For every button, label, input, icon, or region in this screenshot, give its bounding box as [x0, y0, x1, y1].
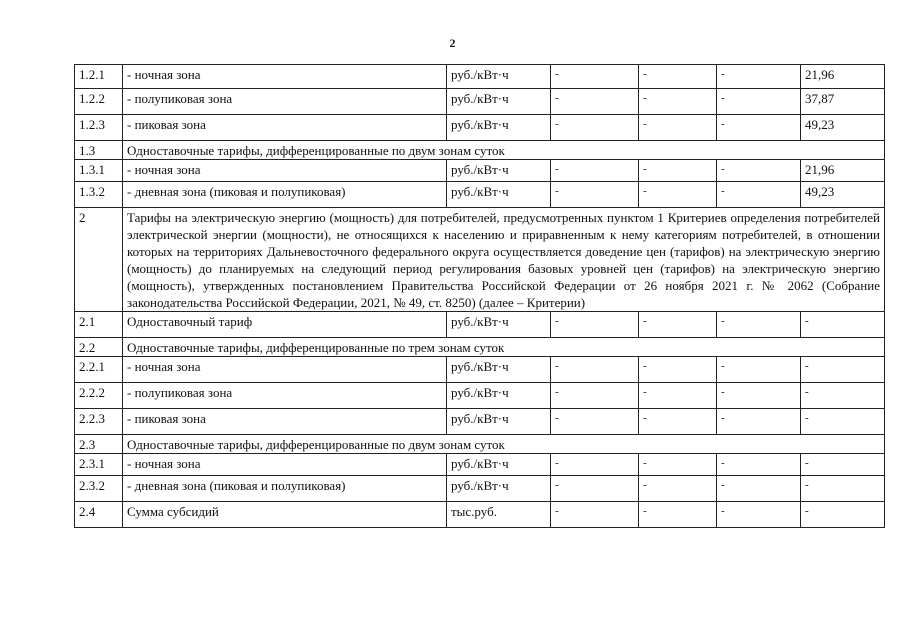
value-cell: - — [551, 182, 639, 208]
section-title: Одноставочные тарифы, дифференцированные по двум зонам суток — [123, 435, 885, 454]
value-cell: - — [639, 476, 717, 502]
value-cell: - — [639, 357, 717, 383]
value-cell: - — [717, 65, 801, 89]
value-cell: - — [717, 502, 801, 528]
table-row — [75, 383, 885, 409]
value-cell: - — [717, 182, 801, 208]
section-row — [75, 338, 885, 357]
value-cell: - — [551, 89, 639, 115]
row-name: - ночная зона — [123, 160, 447, 182]
section-title: Одноставочные тарифы, дифференцированные по двум зонам суток — [123, 141, 885, 160]
value-cell: - — [801, 383, 885, 409]
page-number: 2 — [449, 36, 456, 50]
row-number: 1.3.2 — [75, 182, 123, 208]
row-number: 2.2.3 — [75, 409, 123, 435]
table-row — [75, 182, 885, 208]
row-name: - пиковая зона — [123, 409, 447, 435]
row-number: 2.2.2 — [75, 383, 123, 409]
table-row — [75, 115, 885, 141]
section-row — [75, 141, 885, 160]
value-cell: - — [717, 357, 801, 383]
table-row — [75, 160, 885, 182]
table-row — [75, 312, 885, 338]
row-unit: руб./кВт·ч — [447, 65, 551, 89]
value-cell: - — [717, 476, 801, 502]
section-paragraph: Тарифы на электрическую энергию (мощность) для потребителей, предусмотренных пунктом 1 Критериев определения потребителей электрической энергии (мощности), не относящихся к населению и приравненным к нему категориям потребителей, в отношении которых на территориях Дальневосточного федерального округа осуществляется доведение цен (тарифов) на электрическую энергию (мощность) до планируемых на следующий период регулирования базовых уровней цен (тарифов) на электрическую энергию (мощность), утвержденных постановлением Правительства Российской Федерации от 26 ноября 2021 г. № 2062 (Собрание законодательства Российской Федерации, 2021, № 49, ст. 8250) (далее – Критерии) — [123, 208, 885, 312]
row-number: 1.3 — [75, 141, 123, 160]
value-cell: - — [717, 89, 801, 115]
row-number: 2.3 — [75, 435, 123, 454]
table-row — [75, 65, 885, 89]
row-name: - ночная зона — [123, 65, 447, 89]
value-cell: - — [717, 383, 801, 409]
value-cell: - — [801, 454, 885, 476]
row-name: - ночная зона — [123, 454, 447, 476]
row-number: 2.4 — [75, 502, 123, 528]
value-cell: - — [801, 312, 885, 338]
value-cell: - — [551, 115, 639, 141]
value-cell: - — [639, 182, 717, 208]
value-cell: - — [717, 409, 801, 435]
row-unit: руб./кВт·ч — [447, 160, 551, 182]
value-cell: - — [801, 476, 885, 502]
row-name: Одноставочный тариф — [123, 312, 447, 338]
value-cell: - — [551, 65, 639, 89]
row-name: - пиковая зона — [123, 115, 447, 141]
row-unit: руб./кВт·ч — [447, 182, 551, 208]
value-cell: - — [717, 115, 801, 141]
value-cell: 37,87 — [801, 89, 885, 115]
table-row — [75, 454, 885, 476]
value-cell: - — [717, 160, 801, 182]
row-name: - дневная зона (пиковая и полупиковая) — [123, 182, 447, 208]
value-cell: - — [639, 409, 717, 435]
value-cell: - — [639, 65, 717, 89]
value-cell: - — [639, 502, 717, 528]
row-number: 1.3.1 — [75, 160, 123, 182]
paragraph-row — [75, 208, 885, 312]
tariff-table — [74, 64, 885, 528]
row-unit: тыс.руб. — [447, 502, 551, 528]
value-cell: - — [551, 357, 639, 383]
value-cell: - — [717, 454, 801, 476]
value-cell: - — [801, 357, 885, 383]
row-number: 2.1 — [75, 312, 123, 338]
row-name: - полупиковая зона — [123, 383, 447, 409]
row-number: 2.3.1 — [75, 454, 123, 476]
value-cell: - — [801, 409, 885, 435]
row-unit: руб./кВт·ч — [447, 409, 551, 435]
value-cell: - — [551, 502, 639, 528]
value-cell: - — [551, 454, 639, 476]
row-number: 2.2.1 — [75, 357, 123, 383]
table-row — [75, 502, 885, 528]
row-unit: руб./кВт·ч — [447, 89, 551, 115]
row-unit: руб./кВт·ч — [447, 357, 551, 383]
value-cell: - — [639, 89, 717, 115]
row-number: 1.2.1 — [75, 65, 123, 89]
table-row — [75, 357, 885, 383]
value-cell: - — [551, 409, 639, 435]
section-title: Одноставочные тарифы, дифференцированные по трем зонам суток — [123, 338, 885, 357]
row-number: 2 — [75, 208, 123, 312]
value-cell: - — [551, 160, 639, 182]
value-cell: - — [551, 312, 639, 338]
section-row — [75, 435, 885, 454]
value-cell: - — [639, 115, 717, 141]
row-number: 2.3.2 — [75, 476, 123, 502]
value-cell: - — [639, 312, 717, 338]
value-cell: - — [551, 383, 639, 409]
value-cell: 49,23 — [801, 115, 885, 141]
value-cell: 21,96 — [801, 65, 885, 89]
value-cell: 49,23 — [801, 182, 885, 208]
row-name: Сумма субсидий — [123, 502, 447, 528]
table-row — [75, 409, 885, 435]
row-name: - дневная зона (пиковая и полупиковая) — [123, 476, 447, 502]
row-name: - ночная зона — [123, 357, 447, 383]
value-cell: - — [551, 476, 639, 502]
row-number: 2.2 — [75, 338, 123, 357]
row-unit: руб./кВт·ч — [447, 312, 551, 338]
row-unit: руб./кВт·ч — [447, 476, 551, 502]
row-unit: руб./кВт·ч — [447, 454, 551, 476]
table-row — [75, 89, 885, 115]
value-cell: - — [717, 312, 801, 338]
value-cell: - — [639, 383, 717, 409]
row-number: 1.2.2 — [75, 89, 123, 115]
value-cell: 21,96 — [801, 160, 885, 182]
table-row — [75, 476, 885, 502]
value-cell: - — [639, 160, 717, 182]
value-cell: - — [639, 454, 717, 476]
row-unit: руб./кВт·ч — [447, 115, 551, 141]
row-number: 1.2.3 — [75, 115, 123, 141]
value-cell: - — [801, 502, 885, 528]
row-name: - полупиковая зона — [123, 89, 447, 115]
row-unit: руб./кВт·ч — [447, 383, 551, 409]
